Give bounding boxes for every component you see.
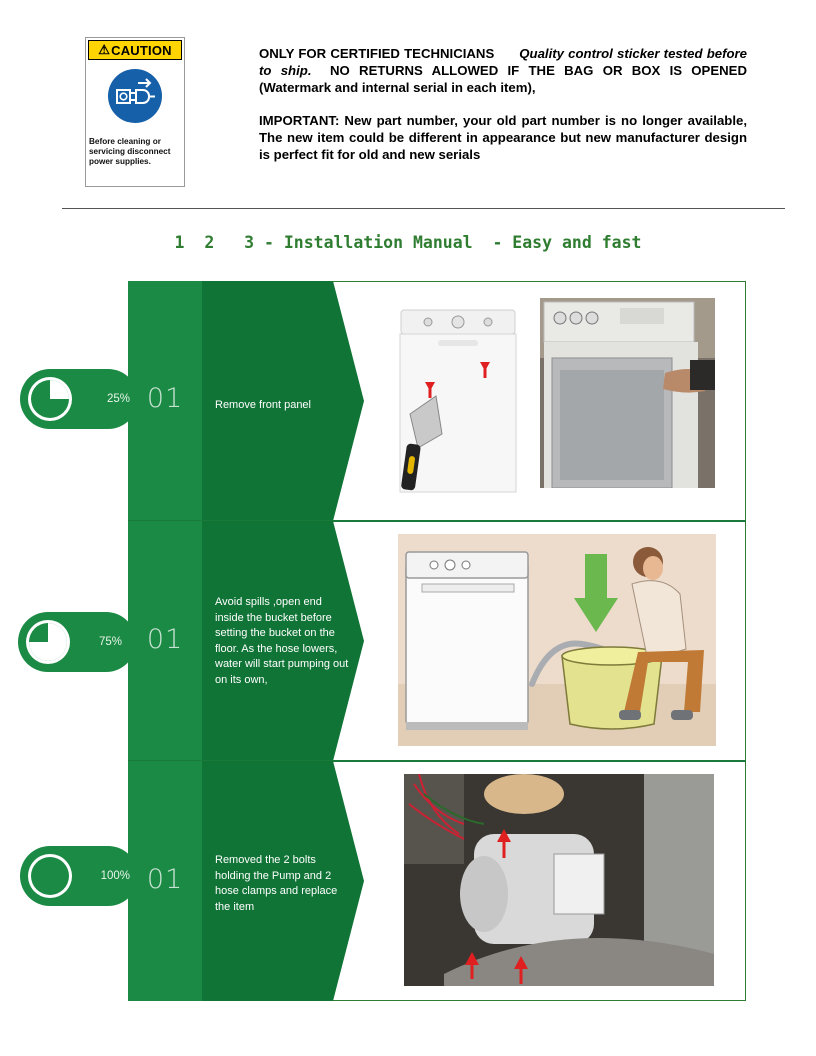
progress-indicator-1 [20,369,138,429]
returns-note: NO RETURNS ALLOWED IF THE BAG OR BOX IS OPENED (Watermark and internal serial in each item), [259,62,747,95]
pie-track [31,857,69,895]
unplug-power-icon [107,68,163,124]
pie-filled-slice [50,380,69,399]
step-number: 01 [146,624,184,655]
step-description: Avoid spills ,open end inside the bucket before setting the bucket on the floor. As the hose lowers, water will start pumping out on its own, [215,596,349,686]
title-number-2: 2 [204,233,215,252]
caution-heading: CAUTION [111,42,172,58]
progress-indicator-3 [20,846,138,906]
page-title [0,233,816,252]
washer-photo [398,298,518,494]
caution-header [88,40,182,60]
title-number-1: 1 [174,233,185,252]
progress-pie-icon [24,618,72,666]
step-number: 01 [146,864,184,895]
progress-pie-icon [26,375,74,423]
panel-removal-photo [540,298,715,488]
bucket-drain-illustration [398,534,716,746]
important-note: IMPORTANT: New part number, your old part number is no longer available, The new item could be different in appearance but new manufacturer design is perfect fit for old and new serials [259,113,747,162]
certified-note: ONLY FOR CERTIFIED TECHNICIANS [259,46,495,61]
notes-paragraph-1 [259,46,747,96]
caution-text: Before cleaning or servicing disconnect power supplies. [89,137,171,166]
divider [62,208,785,209]
progress-pie-icon [26,852,74,900]
step-description: Removed the 2 bolts holding the Pump and 2 hose clamps and replace the item [215,854,338,913]
progress-label: 100% [100,870,130,882]
notes-block [259,46,747,164]
progress-label: 25% [106,393,130,405]
progress-indicator-2 [18,612,136,672]
progress-label: 75% [98,636,122,648]
step-number: 01 [146,383,184,414]
title-text: 3 - Installation Manual - Easy and fast [244,233,642,252]
warning-triangle-icon: ⚠ [98,42,111,57]
step-description: Remove front panel [215,399,311,411]
pump-replacement-photo [404,774,714,986]
sticker-note: Quality control sticker tested before to ship. [259,46,747,78]
caution-sign [85,37,185,187]
